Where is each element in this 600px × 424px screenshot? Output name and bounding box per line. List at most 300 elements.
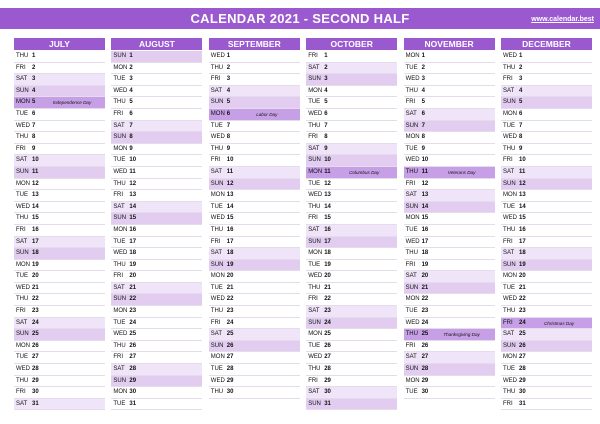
day-number: 14: [519, 203, 526, 210]
day-number: 10: [129, 157, 137, 164]
day-of-week: SAT: [210, 87, 223, 94]
day-number: 6: [421, 110, 425, 117]
day-row: [209, 132, 300, 144]
day-number: 28: [519, 366, 526, 373]
day-of-week: SUN: [210, 342, 224, 349]
day-of-week: MON: [405, 215, 420, 222]
day-number: 27: [421, 354, 429, 361]
day-of-week: TUE: [308, 99, 321, 106]
day-number: 4: [226, 87, 231, 94]
site-link[interactable]: www.calendar.best: [531, 16, 594, 23]
day-of-week: SAT: [113, 122, 125, 129]
day-number: 6: [519, 110, 523, 117]
day-row: [404, 318, 495, 330]
day-number: 2: [519, 64, 523, 71]
day-of-week: SAT: [210, 250, 223, 257]
day-of-week: THU: [16, 215, 29, 222]
day-row: [111, 341, 202, 353]
day-number: 27: [324, 354, 331, 361]
day-of-week: THU: [405, 250, 418, 257]
day-of-week: FRI: [503, 319, 513, 326]
day-of-week: WED: [16, 284, 30, 291]
day-number: 3: [32, 76, 36, 83]
day-number: 14: [421, 203, 429, 210]
day-of-week: WED: [405, 76, 420, 83]
day-row: [501, 132, 592, 144]
day-of-week: TUE: [308, 261, 321, 268]
day-of-week: THU: [16, 53, 29, 59]
day-number: 27: [519, 354, 526, 361]
day-number: 2: [226, 64, 231, 71]
day-row: [14, 155, 105, 167]
day-number: 8: [421, 134, 425, 141]
day-number: 27: [32, 354, 39, 361]
day-row: [404, 306, 495, 318]
day-number: 31: [129, 400, 137, 407]
day-row: [14, 202, 105, 214]
day-row: [306, 376, 397, 388]
day-of-week: THU: [503, 64, 516, 71]
page-title: CALENDAR 2021 - SECOND HALF: [190, 11, 410, 26]
months-grid: [14, 38, 592, 418]
day-of-week: SUN: [405, 284, 419, 291]
day-number: 5: [32, 99, 36, 106]
day-row: [306, 121, 397, 133]
day-row: [111, 109, 202, 121]
day-row: [306, 97, 397, 109]
day-of-week: TUE: [405, 145, 418, 152]
day-number: 12: [129, 180, 137, 187]
day-of-week: WED: [308, 354, 323, 361]
day-of-week: MON: [308, 331, 323, 338]
day-of-week: SAT: [210, 331, 223, 338]
day-number: 16: [32, 226, 39, 233]
day-of-week: MON: [405, 296, 420, 303]
day-number: 29: [324, 377, 331, 384]
day-row: [14, 376, 105, 388]
day-number: 3: [324, 76, 328, 83]
day-row: [111, 364, 202, 376]
day-row: [209, 74, 300, 86]
day-of-week: MON: [405, 53, 420, 59]
day-number: 23: [519, 308, 526, 315]
day-of-week: MON: [503, 354, 517, 361]
day-row: [404, 237, 495, 249]
day-number: 14: [129, 203, 137, 210]
day-row: [14, 352, 105, 364]
day-number: 18: [421, 250, 429, 257]
day-of-week: THU: [113, 180, 126, 187]
day-number: 22: [32, 296, 39, 303]
day-of-week: SAT: [113, 203, 125, 210]
day-number: 15: [129, 215, 137, 222]
title-banner: [0, 8, 600, 29]
day-of-week: SAT: [308, 308, 320, 315]
day-of-week: SUN: [16, 87, 29, 94]
day-of-week: TUE: [113, 400, 126, 407]
day-row: [501, 294, 592, 306]
day-number: 16: [519, 226, 526, 233]
day-of-week: FRI: [308, 134, 318, 141]
day-row: [501, 167, 592, 179]
day-number: 26: [519, 342, 526, 349]
day-row: [209, 283, 300, 295]
day-of-week: WED: [210, 134, 225, 141]
day-row: [111, 237, 202, 249]
day-number: 13: [129, 192, 137, 199]
day-number: 3: [421, 76, 425, 83]
day-number: 14: [324, 203, 331, 210]
day-of-week: MON: [405, 134, 420, 141]
day-number: 26: [129, 342, 137, 349]
day-number: 7: [129, 122, 133, 129]
day-number: 13: [421, 192, 429, 199]
day-number: 20: [32, 273, 39, 280]
day-of-week: THU: [16, 296, 29, 303]
day-row: [14, 132, 105, 144]
day-of-week: MON: [113, 308, 128, 315]
day-row: [404, 97, 495, 109]
day-of-week: SUN: [503, 342, 516, 349]
day-of-week: SUN: [16, 168, 29, 175]
day-of-week: SUN: [405, 203, 419, 210]
day-row: [111, 399, 202, 411]
day-of-week: WED: [405, 157, 420, 164]
day-number: 17: [226, 238, 234, 245]
day-row: [111, 352, 202, 364]
day-number: 23: [324, 308, 331, 315]
day-row: [209, 341, 300, 353]
day-row: [14, 364, 105, 376]
day-number: 23: [421, 308, 429, 315]
day-row: [404, 74, 495, 86]
day-row: [404, 121, 495, 133]
day-number: 4: [519, 87, 523, 94]
day-of-week: MON: [210, 110, 225, 117]
day-row: [14, 318, 105, 330]
day-number: 2: [324, 64, 328, 71]
day-row: [209, 376, 300, 388]
day-of-week: TUE: [405, 226, 418, 233]
day-number: 13: [519, 192, 526, 199]
day-row: [14, 213, 105, 225]
day-row: [14, 341, 105, 353]
day-of-week: MON: [113, 389, 128, 396]
day-row: [404, 248, 495, 260]
day-of-week: FRI: [113, 354, 124, 361]
day-row: [306, 213, 397, 225]
day-row: [501, 225, 592, 237]
day-row: [111, 318, 202, 330]
day-row: [14, 329, 105, 341]
day-row: [14, 237, 105, 249]
day-row: [14, 63, 105, 75]
day-number: 27: [226, 354, 234, 361]
day-number: 11: [32, 168, 39, 175]
day-row: [306, 190, 397, 202]
month-header: DECEMBER: [501, 38, 592, 50]
day-number: 8: [129, 134, 133, 141]
day-number: 21: [324, 284, 331, 291]
day-number: 31: [324, 400, 331, 407]
day-number: 13: [32, 192, 39, 199]
day-number: 11: [226, 168, 234, 175]
day-of-week: MON: [210, 354, 225, 361]
day-row: [306, 51, 397, 63]
day-row: [404, 364, 495, 376]
day-number: 9: [226, 145, 231, 152]
day-row: [306, 364, 397, 376]
day-row: [501, 387, 592, 399]
day-row: [306, 74, 397, 86]
day-number: 21: [519, 284, 526, 291]
day-of-week: FRI: [405, 261, 416, 268]
day-number: 25: [519, 331, 526, 338]
day-of-week: FRI: [503, 400, 513, 407]
day-of-week: WED: [16, 366, 30, 373]
day-row: [404, 329, 495, 341]
day-of-week: WED: [113, 168, 128, 175]
day-number: 4: [32, 87, 36, 94]
day-of-week: TUE: [210, 122, 223, 129]
day-row: [111, 144, 202, 156]
day-of-week: THU: [503, 389, 516, 396]
day-of-week: THU: [210, 64, 224, 71]
day-number: 19: [519, 261, 526, 268]
day-number: 5: [324, 99, 328, 106]
day-number: 22: [324, 296, 331, 303]
day-of-week: WED: [308, 273, 323, 280]
day-row: [209, 271, 300, 283]
day-row: [501, 202, 592, 214]
day-row: [14, 294, 105, 306]
day-of-week: SAT: [405, 192, 417, 199]
day-of-week: WED: [503, 377, 517, 384]
day-number: 1: [324, 53, 328, 59]
day-number: 15: [32, 215, 39, 222]
day-of-week: WED: [210, 215, 225, 222]
day-of-week: MON: [503, 273, 517, 280]
day-number: 25: [324, 331, 331, 338]
day-row: [306, 237, 397, 249]
day-of-week: THU: [308, 366, 321, 373]
day-of-week: FRI: [16, 389, 26, 396]
day-row: [14, 225, 105, 237]
day-number: 15: [421, 215, 429, 222]
day-of-week: TUE: [113, 157, 126, 164]
day-row: [306, 260, 397, 272]
day-number: 10: [32, 157, 39, 164]
day-number: 25: [226, 331, 234, 338]
day-row: [501, 399, 592, 411]
day-number: 9: [32, 145, 36, 152]
day-number: 12: [32, 180, 39, 187]
day-of-week: FRI: [113, 192, 124, 199]
day-row: [501, 190, 592, 202]
day-of-week: MON: [16, 261, 30, 268]
day-of-week: SAT: [405, 110, 417, 117]
day-row: [404, 260, 495, 272]
holiday-name: Thanksgiving Day: [443, 332, 480, 338]
day-number: 1: [129, 53, 133, 59]
day-number: 2: [129, 64, 133, 71]
day-row: [209, 213, 300, 225]
day-row: [501, 329, 592, 341]
day-number: 9: [324, 145, 328, 152]
day-row: [404, 86, 495, 98]
day-of-week: WED: [405, 238, 420, 245]
month-september: [209, 38, 300, 399]
day-row: [306, 179, 397, 191]
day-number: 19: [129, 261, 137, 268]
day-of-week: WED: [113, 331, 128, 338]
day-row: [209, 97, 300, 109]
day-row: [404, 109, 495, 121]
day-of-week: FRI: [16, 226, 26, 233]
day-row: [14, 144, 105, 156]
day-of-week: MON: [308, 168, 323, 175]
day-of-week: THU: [405, 331, 418, 338]
day-row: [111, 329, 202, 341]
day-row: [404, 144, 495, 156]
day-of-week: FRI: [113, 110, 124, 117]
day-number: 17: [519, 238, 526, 245]
day-number: 12: [324, 180, 331, 187]
day-of-week: SUN: [308, 400, 321, 407]
day-row: [14, 86, 105, 98]
day-row: [501, 283, 592, 295]
day-of-week: SAT: [210, 168, 223, 175]
day-row: [501, 86, 592, 98]
day-row: [14, 97, 105, 109]
day-row: [501, 144, 592, 156]
day-row: [501, 341, 592, 353]
day-number: 9: [421, 145, 425, 152]
month-header: JULY: [14, 38, 105, 50]
day-of-week: TUE: [405, 64, 418, 71]
day-number: 19: [324, 261, 331, 268]
day-number: 18: [324, 250, 331, 257]
day-number: 8: [32, 134, 36, 141]
day-number: 29: [129, 377, 137, 384]
day-number: 16: [421, 226, 429, 233]
day-number: 10: [519, 157, 526, 164]
day-number: 31: [519, 400, 526, 407]
day-row: [111, 283, 202, 295]
day-of-week: SUN: [308, 76, 321, 83]
day-number: 19: [421, 261, 429, 268]
day-of-week: WED: [16, 122, 30, 129]
day-row: [501, 248, 592, 260]
day-of-week: TUE: [113, 319, 126, 326]
day-number: 29: [519, 377, 526, 384]
day-row: [501, 364, 592, 376]
day-row: [404, 271, 495, 283]
day-of-week: MON: [16, 99, 30, 106]
month-december: [501, 38, 592, 410]
day-of-week: THU: [113, 342, 126, 349]
day-number: 23: [226, 308, 234, 315]
day-of-week: FRI: [503, 238, 513, 245]
day-row: [14, 306, 105, 318]
day-of-week: MON: [308, 250, 323, 257]
month-august: [111, 38, 202, 410]
day-of-week: FRI: [16, 308, 26, 315]
day-row: [209, 179, 300, 191]
day-row: [306, 318, 397, 330]
day-row: [209, 167, 300, 179]
day-row: [14, 387, 105, 399]
day-of-week: WED: [113, 250, 128, 257]
day-row: [501, 179, 592, 191]
day-row: [209, 202, 300, 214]
day-number: 10: [324, 157, 331, 164]
day-row: [209, 364, 300, 376]
day-row: [209, 237, 300, 249]
day-row: [306, 155, 397, 167]
day-number: 6: [129, 110, 133, 117]
day-of-week: SAT: [405, 354, 417, 361]
day-of-week: TUE: [405, 308, 418, 315]
day-row: [501, 109, 592, 121]
day-number: 4: [324, 87, 328, 94]
day-row: [209, 387, 300, 399]
day-of-week: TUE: [16, 110, 28, 117]
day-number: 4: [129, 87, 133, 94]
day-of-week: SAT: [503, 250, 515, 257]
day-of-week: THU: [308, 284, 321, 291]
day-row: [306, 271, 397, 283]
day-number: 20: [421, 273, 429, 280]
day-of-week: SAT: [405, 273, 417, 280]
day-number: 24: [421, 319, 429, 326]
day-of-week: SAT: [308, 64, 320, 71]
day-number: 11: [519, 168, 526, 175]
day-row: [501, 74, 592, 86]
day-number: 13: [324, 192, 331, 199]
day-row: [111, 376, 202, 388]
day-number: 30: [324, 389, 331, 396]
day-number: 7: [324, 122, 328, 129]
day-of-week: FRI: [210, 319, 221, 326]
day-row: [404, 352, 495, 364]
day-of-week: FRI: [210, 238, 221, 245]
day-of-week: FRI: [113, 273, 124, 280]
day-of-week: TUE: [503, 122, 515, 129]
day-row: [14, 283, 105, 295]
day-row: [501, 318, 592, 330]
day-number: 25: [421, 331, 429, 338]
day-of-week: SAT: [16, 157, 28, 164]
day-number: 6: [324, 110, 328, 117]
day-number: 26: [226, 342, 234, 349]
day-number: 15: [519, 215, 526, 222]
day-of-week: SAT: [308, 389, 320, 396]
day-of-week: THU: [210, 226, 224, 233]
day-of-week: FRI: [308, 377, 318, 384]
day-row: [404, 283, 495, 295]
day-number: 29: [32, 377, 39, 384]
day-row: [404, 213, 495, 225]
day-of-week: THU: [308, 122, 321, 129]
day-of-week: SUN: [113, 53, 127, 59]
day-of-week: SAT: [16, 238, 28, 245]
day-of-week: TUE: [308, 180, 321, 187]
day-number: 18: [32, 250, 39, 257]
day-of-week: TUE: [113, 76, 126, 83]
day-number: 8: [324, 134, 328, 141]
day-number: 7: [421, 122, 425, 129]
